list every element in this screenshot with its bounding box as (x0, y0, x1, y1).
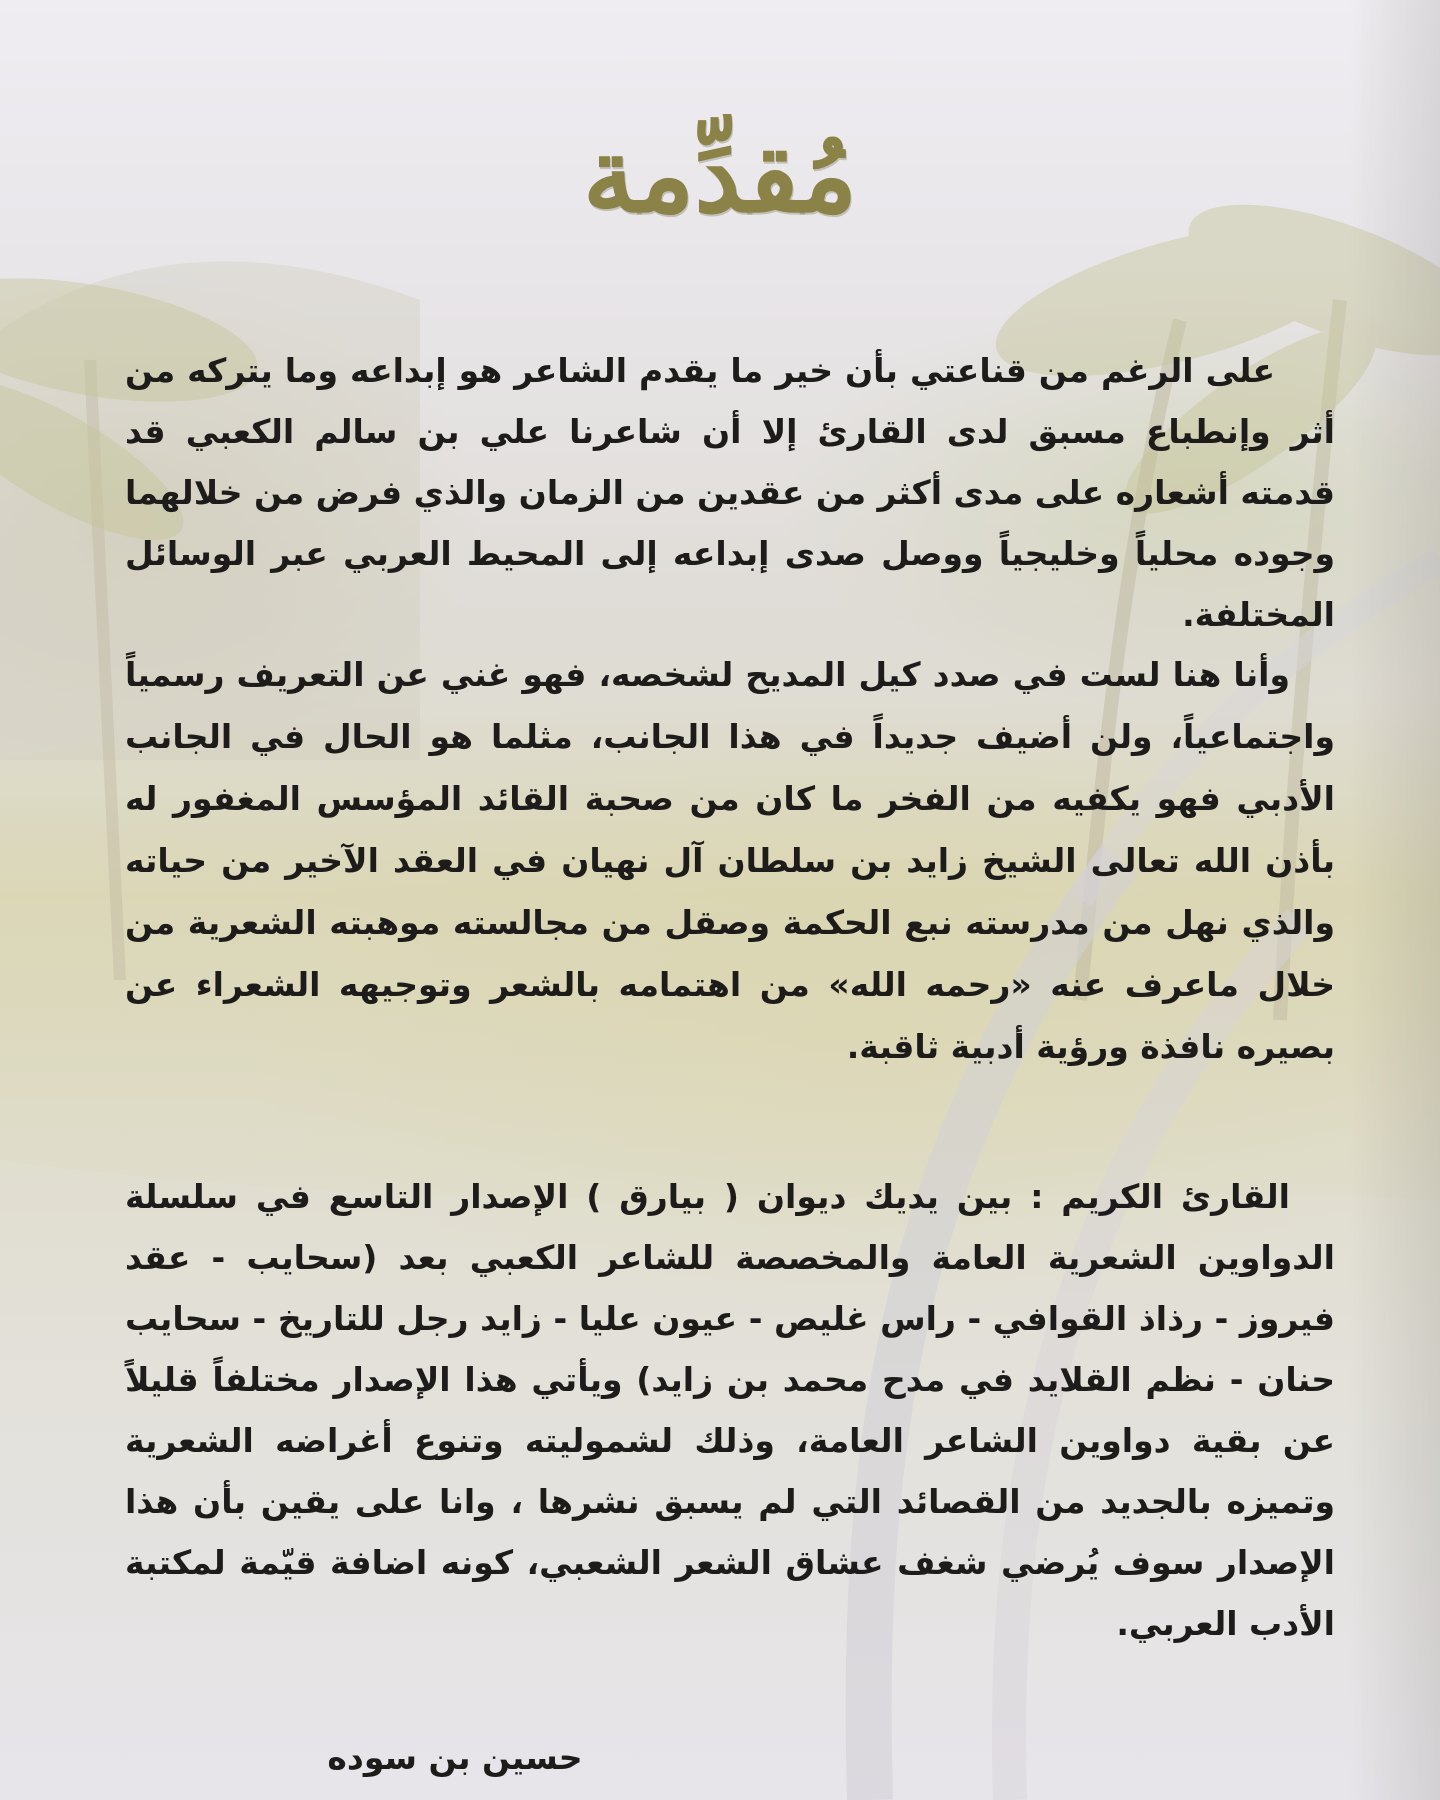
author-signature: حسين بن سوده (327, 1738, 583, 1777)
page-gutter-shadow (1350, 0, 1440, 1800)
page-title: مُقدِّمة (582, 113, 858, 236)
paragraph-3: القارئ الكريم : بين يديك ديوان ( بيارق ) الإصدار التاسع في سلسلة الدواوين الشعرية العامة والمخصصة للشاعر الكعبي بعد (سحايب - عقد فيروز - رذاذ القوافي - راس غليص - عيون عليا - زايد رجل للتاريخ - سحايب حنان - نظم القلايد في مدح محمد بن زايد) ويأتي هذا الإصدار مختلفاً قليلاً عن بقية دواوين الشاعر العامة، وذلك لشموليته وتنوع أغراضه الشعرية وتميزه بالجديد من القصائد التي لم يسبق نشرها ، وانا على يقين بأن هذا الإصدار سوف يُرضي شغف عشاق الشعر الشعبي، كونه اضافة قيّمة لمكتبة الأدب العربي. (125, 1177, 1335, 1643)
paragraph-2: وأنا هنا لست في صدد كيل المديح لشخصه، فهو غني عن التعريف رسمياً واجتماعياً، ولن أضيف جديداً في هذا الجانب، مثلما هو الحال في الجانب الأدبي فهو يكفيه من الفخر ما كان من صحبة القائد المؤسس المغفور له بأذن الله تعالى الشيخ زايد بن سلطان آل نهيان في العقد الآخير من حياته والذي نهل من مدرسته نبع الحكمة وصقل من مجالسته موهبته الشعرية من خلال ماعرف عنه «رحمه الله» من اهتمامه بالشعر وتوجيهه الشعراء عن بصيره نافذة ورؤية أدبية ثاقبة. (125, 655, 1335, 1066)
paragraph-1: على الرغم من قناعتي بأن خير ما يقدم الشاعر هو إبداعه وما يتركه من أثر وإنطباع مسبق لدى القارئ إلا أن شاعرنا علي بن سالم الكعبي قد قدمته أشعاره على مدى أكثر من عقدين من الزمان والذي فرض من خلالهما وجوده محلياً وخليجياً ووصل صدى إبداعه إلى المحيط العربي عبر الوسائل المختلفة. (125, 351, 1335, 634)
